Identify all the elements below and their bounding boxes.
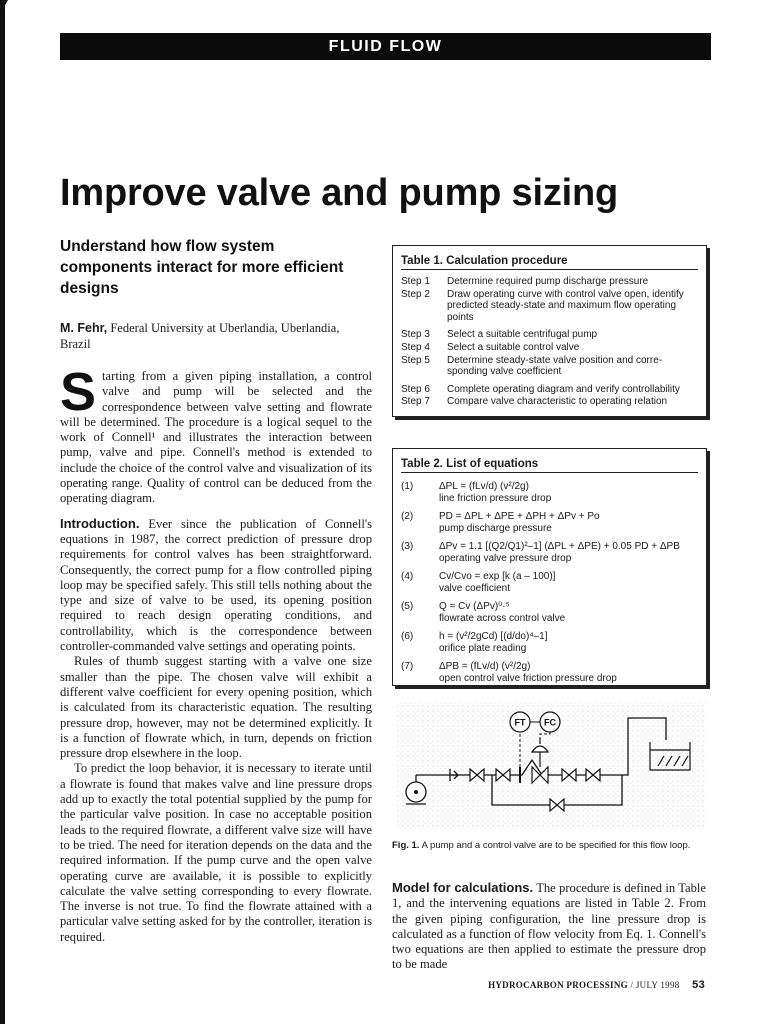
drop-cap: S bbox=[60, 362, 97, 422]
table-1-row bbox=[401, 342, 684, 355]
step-description-line: Draw operating curve with control valve open, identify bbox=[447, 288, 684, 300]
predict-paragraph: To predict the loop behavior, it is necessary to iterate until a flowrate is found that makes valve and line pressure drops add up to exactly the total potential supplied by the pump for the particular valve position. In case no acceptable position leads to the required flowrate, a different valve size will have to be tried. The need for iteration depends on the data and the required information. If the pump curve and the open valve operating curve are available, it is possible to explicitly calculate the valve setting corresponding to every flowrate. The inverse is not true. To find the flowrate attained with a particular valve setting asked for by the controller, iteration is required. bbox=[60, 761, 372, 944]
model-text: The procedure is defined in Table 1, and the intervening equations are listed in Table 2. From the given piping configuration, the line pressure drop is calculated as a function of flow velocity from Eq. 1. Connell's two equations are then applied to estimate the pressure drop to be made bbox=[392, 881, 707, 972]
equation-formula: ΔPv = 1.1 [(Q2/Q1)²–1] (ΔPL + ΔPE) + 0.05 PD + ΔPB bbox=[439, 541, 680, 552]
step-description-line: Determine required pump discharge pressure bbox=[447, 276, 649, 287]
equation-number: (7) bbox=[401, 661, 414, 672]
table-1-steps bbox=[401, 276, 684, 409]
step-description bbox=[447, 289, 684, 325]
step-description-line: predicted steady-state and maximum flow operating bbox=[447, 300, 677, 312]
author-name: M. Fehr, bbox=[60, 321, 108, 335]
section-banner bbox=[60, 33, 711, 60]
table-1-row bbox=[401, 276, 684, 289]
equation-description: flowrate across control valve bbox=[439, 612, 566, 624]
equation-body bbox=[439, 601, 565, 624]
step-description bbox=[447, 355, 684, 379]
equation-body bbox=[439, 631, 548, 654]
table-1-row bbox=[401, 355, 684, 379]
step-label: Step 4 bbox=[401, 341, 430, 353]
step-label: Step 5 bbox=[401, 354, 430, 366]
equation-row bbox=[401, 601, 698, 624]
ft-label: FT bbox=[514, 717, 526, 728]
equation-row bbox=[401, 541, 698, 564]
equation-row bbox=[401, 481, 698, 504]
left-column bbox=[60, 362, 372, 945]
equation-formula: Q = Cv (ΔPv)⁰·⁵ bbox=[439, 601, 510, 612]
step-description-line: sponding valve coefficient bbox=[447, 366, 562, 378]
equation-formula: PD = ΔPL + ΔPE + ΔPH + ΔPv + Po bbox=[439, 511, 600, 522]
flow-loop-diagram bbox=[392, 700, 712, 840]
equation-formula: h = (v²/2gCd) [(d/do)⁴–1] bbox=[439, 631, 548, 642]
byline bbox=[60, 320, 360, 352]
step-description-line: Determine steady-state valve position and corre- bbox=[447, 354, 663, 366]
equation-number: (1) bbox=[401, 481, 414, 492]
equation-number: (6) bbox=[401, 631, 414, 642]
step-label: Step 6 bbox=[401, 383, 430, 395]
equation-body bbox=[439, 511, 600, 534]
table-1-row bbox=[401, 396, 684, 409]
equation-row bbox=[401, 571, 698, 594]
equation-formula: ΔPB = (fLv/d) (v²/2g) bbox=[439, 661, 531, 672]
step-description bbox=[447, 342, 684, 355]
model-heading: Model for calculations. bbox=[392, 880, 534, 895]
equation-description: line friction pressure drop bbox=[439, 492, 552, 504]
page-footer bbox=[484, 979, 705, 991]
equation-number: (4) bbox=[401, 571, 414, 582]
equation-description: orifice plate reading bbox=[439, 642, 527, 654]
equation-description: operating valve pressure drop bbox=[439, 552, 572, 564]
step-description bbox=[447, 379, 684, 397]
figure-caption bbox=[392, 840, 710, 851]
step-description bbox=[447, 276, 684, 289]
author-affiliation: Federal University at Uberlandia, Uberlandia, Brazil bbox=[60, 321, 340, 351]
table-1-row bbox=[401, 379, 684, 397]
step-label: Step 2 bbox=[401, 288, 430, 300]
equation-row bbox=[401, 511, 698, 534]
equation-row bbox=[401, 631, 698, 654]
step-label: Step 7 bbox=[401, 396, 430, 408]
introduction-heading: Introduction. bbox=[60, 515, 140, 531]
equation-body bbox=[439, 541, 680, 564]
article-title: Improve valve and pump sizing bbox=[60, 172, 619, 214]
step-description bbox=[447, 324, 684, 342]
equation-number: (5) bbox=[401, 601, 414, 612]
fc-label: FC bbox=[544, 717, 556, 728]
introduction-paragraph bbox=[60, 516, 372, 655]
equation-description: valve coefficient bbox=[439, 582, 510, 594]
table-2-title: Table 2. List of equations bbox=[401, 458, 698, 473]
equation-formula: ΔPL = (fLv/d) (v²/2g) bbox=[439, 481, 529, 492]
publication-name: HYDROCARBON PROCESSING bbox=[488, 980, 628, 990]
intro-text: tarting from a given piping installation, a control valve and pump will be selected and the correspondence between valve setting and flowrate will be determined. The procedure is a logical sequel to the work of Connell¹ and illustrates the interaction between pump, valve and pipe. Connell's method is extended to include the choice of the control valve and visualization of its operating range. Quality of control can be deduced from the operating diagram. bbox=[60, 369, 372, 506]
table-1-row bbox=[401, 289, 684, 325]
intro-paragraph bbox=[60, 362, 372, 507]
table-2 bbox=[392, 448, 707, 686]
flow-loop-svg bbox=[392, 700, 712, 840]
step-description bbox=[447, 396, 684, 409]
step-label: Step 3 bbox=[401, 329, 430, 341]
equation-number: (2) bbox=[401, 511, 414, 522]
flow-transmitter bbox=[510, 712, 530, 732]
introduction-text: Ever since the publication of Connell's equations in 1987, the correct prediction of pressure drop requirements for control valves has been straightforward. Consequently, the correct pump for a flow controlled piping loop may be specified safely. This still tells nothing about the type and size of valve to be used, its opening position required to reach design operating conditions, and controllability, which is the correspondence between controller-commanded valve settings and operating points. bbox=[60, 516, 372, 654]
issue-date: / JULY 1998 bbox=[630, 980, 680, 990]
step-label: Step 1 bbox=[401, 276, 430, 287]
step-description-line: Select a suitable control valve bbox=[447, 341, 580, 353]
equation-row bbox=[401, 661, 698, 684]
model-paragraph bbox=[392, 880, 706, 973]
section-label: FLUID FLOW bbox=[328, 37, 443, 55]
figure-caption-text: A pump and a control valve are to be specified for this flow loop. bbox=[421, 840, 691, 851]
equation-body bbox=[439, 571, 555, 594]
flow-controller bbox=[540, 712, 560, 732]
scan-corner bbox=[0, 0, 8, 14]
table-1-title: Table 1. Calculation procedure bbox=[401, 255, 698, 270]
figure-caption-label: Fig. 1. bbox=[392, 840, 420, 851]
equation-body bbox=[439, 481, 551, 504]
page-number: 53 bbox=[692, 979, 705, 991]
equation-description: open control valve friction pressure drop bbox=[439, 672, 617, 684]
step-description-line: Compare valve characteristic to operating relation bbox=[447, 396, 668, 408]
table-1-row bbox=[401, 324, 684, 342]
rules-paragraph: Rules of thumb suggest starting with a valve one size smaller than the pipe. The chosen valve will exhibit a different valve coefficient for every opening position, which is calculated from its characteristic equation. The resulting pressure drop, however, may not be determined explicitly. It is a function of flowrate which, in turn, depends on friction pressure drop elsewhere in the loop. bbox=[60, 654, 372, 761]
equation-description: pump discharge pressure bbox=[439, 522, 552, 534]
equation-list bbox=[401, 481, 698, 684]
article-subtitle: Understand how flow system components interact for more efficient designs bbox=[60, 238, 344, 297]
equation-formula: Cv/Cvo = exp [k (a – 100)] bbox=[439, 571, 556, 582]
table-1 bbox=[392, 245, 707, 417]
scan-left-edge bbox=[0, 0, 5, 1024]
step-description-line: Complete operating diagram and verify controllability bbox=[447, 383, 680, 395]
equation-number: (3) bbox=[401, 541, 414, 552]
step-description-line: Select a suitable centrifugal pump bbox=[447, 329, 598, 341]
step-description-line: points bbox=[447, 311, 474, 323]
equation-body bbox=[439, 661, 617, 684]
